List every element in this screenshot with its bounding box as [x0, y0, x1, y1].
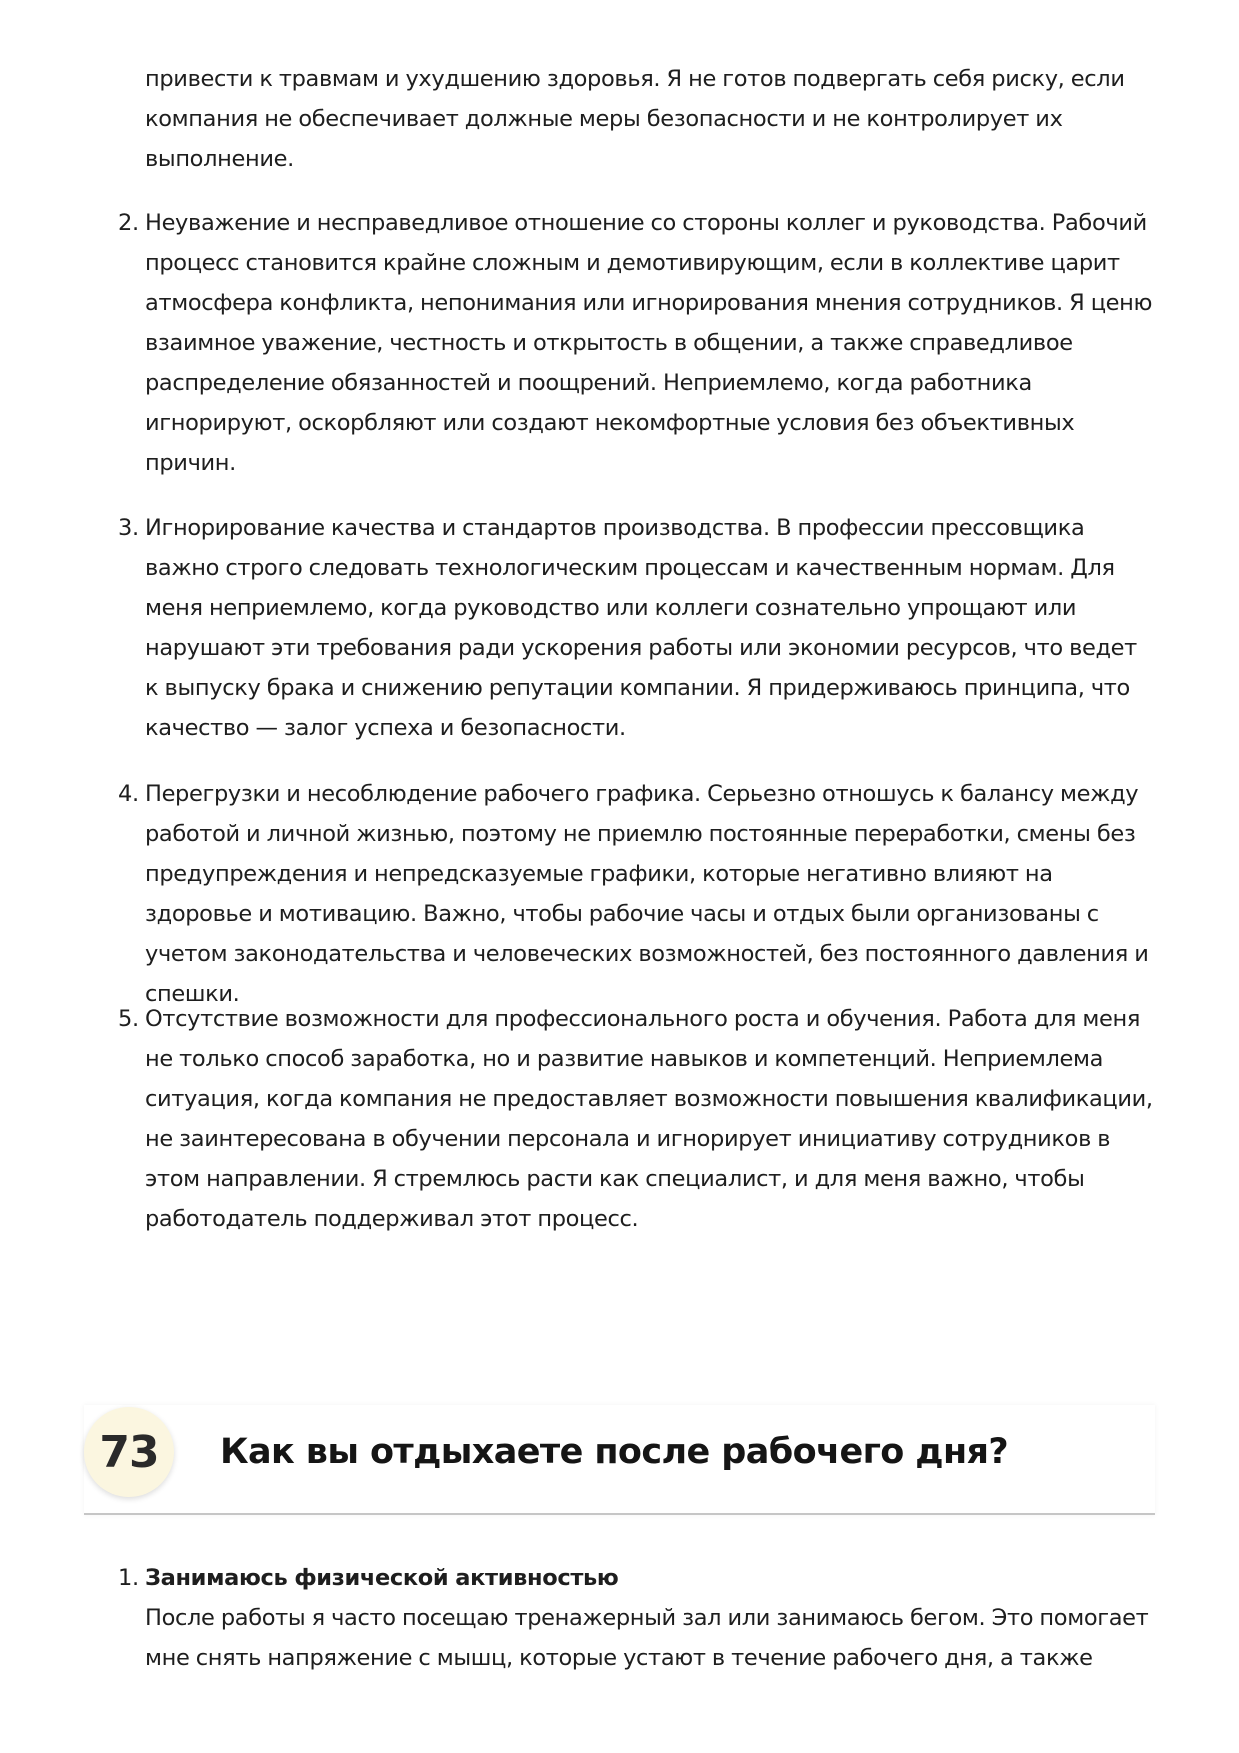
list-item-number: 3.	[118, 515, 139, 541]
list-item	[118, 508, 1155, 748]
list-item-continuation	[145, 59, 1155, 179]
list-item-text: Отсутствие возможности для профессионального роста и обучения. Работа для меня не только способ заработка, но и развитие навыков и компетенций. Неприемлема ситуация, когда компания не предоставляет возможности повышения квалификации, не заинтересована в обучении персонала и игнорирует инициативу сотрудников в этом направлении. Я стремлюсь расти как специалист, и для меня важно, чтобы работодатель поддерживал этот процесс.	[145, 1006, 1153, 1232]
section-header	[84, 1405, 1155, 1515]
list-item-text: Игнорирование качества и стандартов производства. В профессии прессовщика важно строго следовать технологическим процессам и качественным нормам. Для меня неприемлемо, когда руководство или коллеги сознательно упрощают или нарушают эти требования ради ускорения работы или экономии ресурсов, что ведет к выпуску брака и снижению репутации компании. Я придерживаюсь принципа, что качество — залог успеха и безопасности.	[145, 515, 1137, 741]
list-item-number: 5.	[118, 1006, 139, 1032]
list-item	[118, 999, 1155, 1239]
list-item-title: Занимаюсь физической активностью	[145, 1565, 619, 1591]
list-item-number: 1.	[118, 1565, 139, 1591]
list-item-text: Перегрузки и несоблюдение рабочего графика. Серьезно отношусь к балансу между работой и личной жизнью, поэтому не приемлю постоянные переработки, смены без предупреждения и непредсказуемые графики, которые негативно влияют на здоровье и мотивацию. Важно, чтобы рабочие часы и отдых были организованы с учетом законодательства и человеческих возможностей, без постоянного давления и спешки.	[145, 781, 1149, 1007]
list-item-number: 4.	[118, 781, 139, 807]
list-item	[118, 1558, 1155, 1678]
list-item-text: После работы я часто посещаю тренажерный зал или занимаюсь бегом. Это помогает мне снять напряжение с мышц, которые устают в течение рабочего дня, а также	[145, 1605, 1149, 1671]
list-item-text: привести к травмам и ухудшению здоровья. Я не готов подвергать себя риску, если компания не обеспечивает должные меры безопасности и не контролирует их выполнение.	[145, 66, 1125, 172]
list-item	[118, 774, 1155, 1014]
section-number-badge: 73	[84, 1407, 174, 1497]
list-item-number: 2.	[118, 210, 139, 236]
list-item	[118, 203, 1155, 483]
list-item-text: Неуважение и несправедливое отношение со стороны коллег и руководства. Рабочий процесс становится крайне сложным и демотивирующим, если в коллективе царит атмосфера конфликта, непонимания или игнорирования мнения сотрудников. Я ценю взаимное уважение, честность и открытость в общении, а также справедливое распределение обязанностей и поощрений. Неприемлемо, когда работника игнорируют, оскорбляют или создают некомфортные условия без объективных причин.	[145, 210, 1153, 476]
section-title: Как вы отдыхаете после рабочего дня?	[220, 1432, 1009, 1472]
